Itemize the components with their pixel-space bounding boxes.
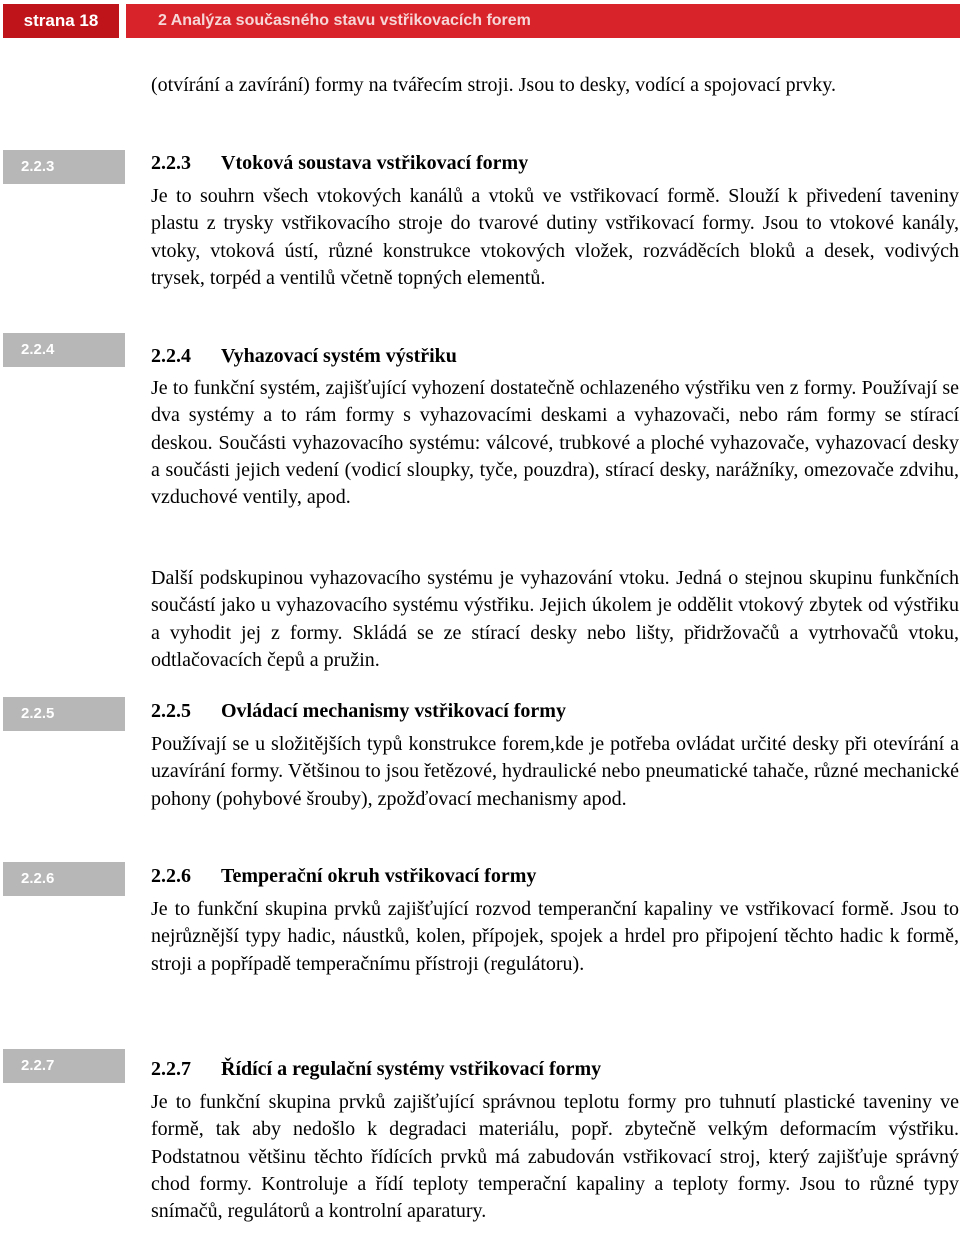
section-marker-2-2-7: 2.2.7 (3, 1049, 125, 1083)
intro-block (151, 72, 959, 99)
section-marker-2-2-4: 2.2.4 (3, 333, 125, 367)
section-heading-2-2-4 (151, 343, 959, 370)
section-title: Ovládací mechanismy vstřikovací formy (221, 700, 566, 722)
page-number-label: strana 18 (3, 4, 119, 38)
section-body-2-2-4b (151, 565, 959, 674)
section-body-2-2-3 (151, 183, 959, 292)
section-number: 2.2.7 (151, 1058, 191, 1080)
section-number: 2.2.6 (151, 865, 191, 887)
section-title: Řídící a regulační systémy vstřikovací formy (221, 1058, 602, 1080)
section-marker-2-2-5: 2.2.5 (3, 697, 125, 731)
section-body-2-2-7 (151, 1089, 959, 1225)
paragraph: Další podskupinou vyhazovacího systému je vyhazování vtoku. Jedná o stejnou skupinu funkčních součástí jako u vyhazovacího systému výstřiku. Jejich úkolem je oddělit vtokový zbytek od výstřiku a vyhodit jej z formy. Skládá se ze stírací desky nebo lišty, přidržovačů a vytrhovačů vtoku, odtlačovacích čepů a pružin. (151, 567, 959, 671)
paragraph: Je to funkční skupina prvků zajišťující správnou teplotu formy pro tuhnutí plastické taveniny ve formě, tak aby nedošlo k degradaci materiálu, popř. zbytečně velkým deformacím výstřiku. Podstatnou většinu těchto řídících prvků má zabudován vstřikovací stroj, který zajišťuje správný chod formy. Kontroluje a řídí teploty temperační kapaliny a teploty formy. Jsou to různé typy snímačů, regulátorů a kontrolní aparatury. (151, 1091, 959, 1223)
section-title: Vtoková soustava vstřikovací formy (221, 152, 529, 174)
paragraph: Je to funkční systém, zajišťující vyhození dostatečně ochlazeného výstřiku ven z formy. Používají se dva systémy a to rám formy s vyhazovacími deskami a vyhazovači, nebo rám formy se stírací deskou. Součásti vyhazovacího systému: válcové, trubkové a ploché vyhazovače, vyhazovací desky a součásti jejich vedení (vodicí sloupky, tyče, pouzdra), stírací desky, narážníky, omezovače zdvihu, vzduchové ventily, apod. (151, 377, 959, 509)
section-title: Vyhazovací systém výstřiku (221, 345, 457, 367)
paragraph: Je to funkční skupina prvků zajišťující rozvod temperanční kapaliny ve vstřikovací formě. Jsou to nejrůznější typy hadic, náustků, kolen, přípojek, spojek a hrdel pro připojení těchto hadic k formě, stroji a popřípadě temperačnímu přístroji (regulátoru). (151, 898, 959, 975)
section-marker-2-2-6: 2.2.6 (3, 862, 125, 896)
section-heading-2-2-7 (151, 1056, 959, 1083)
intro-paragraph: (otvírání a zavírání) formy na tvářecím stroji. Jsou to desky, vodící a spojovací prvky. (151, 74, 836, 96)
section-number: 2.2.5 (151, 700, 191, 722)
section-number: 2.2.3 (151, 152, 191, 174)
section-title: Temperační okruh vstřikovací formy (221, 865, 537, 887)
section-heading-2-2-5 (151, 698, 959, 725)
section-number: 2.2.4 (151, 345, 191, 367)
section-marker-2-2-3: 2.2.3 (3, 150, 125, 184)
section-heading-2-2-3 (151, 150, 959, 177)
section-body-2-2-5 (151, 731, 959, 813)
section-heading-2-2-6 (151, 863, 959, 890)
paragraph: Používají se u složitějších typů konstrukce forem,kde je potřeba ovládat určité desky při otevírání a uzavírání formy. Většinou to jsou řetězové, hydraulické nebo pneumatické tahače, různé mechanické pohony (pohybové šrouby), zpožďovací mechanismy apod. (151, 733, 959, 810)
chapter-title: 2 Analýza současného stavu vstřikovacích forem (126, 4, 960, 38)
section-body-2-2-4a (151, 375, 959, 511)
section-body-2-2-6 (151, 896, 959, 978)
paragraph: Je to souhrn všech vtokových kanálů a vtoků ve vstřikovací formě. Slouží k přivedení taveniny plastu z trysky vstřikovacího stroje do tvarové dutiny vstřikovací formy. Jsou to vtokové kanály, vtoky, vtoková ústí, různé konstrukce vtokových vložek, rozváděcích bloků a desek, vodivých trysek, torpéd a ventilů včetně topných elementů. (151, 185, 959, 289)
